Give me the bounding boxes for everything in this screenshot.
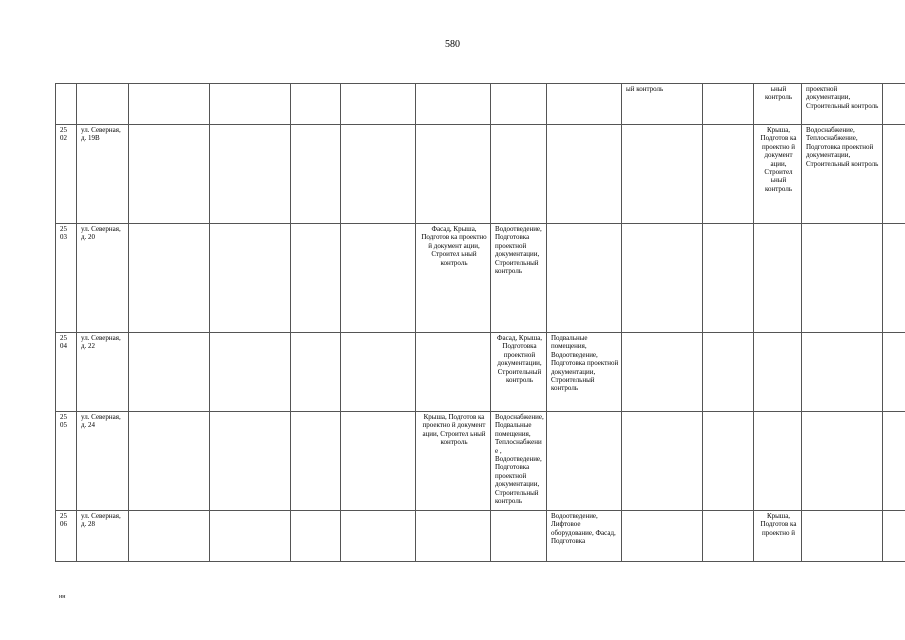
empty-cell <box>341 84 416 125</box>
empty-cell <box>341 224 416 333</box>
empty-cell <box>210 84 291 125</box>
works-cell <box>622 224 703 333</box>
works-cell <box>802 511 883 562</box>
works-cell <box>703 333 754 412</box>
empty-cell <box>291 511 341 562</box>
works-cell <box>622 412 703 511</box>
empty-cell <box>291 84 341 125</box>
works-cell <box>491 125 547 224</box>
empty-cell <box>210 412 291 511</box>
works-cell: ьный контроль <box>754 84 802 125</box>
works-cell: Водоснабжение, Подвальные помещения, Теплоснабжение , Водоотведение, Подготовка проектной документации, Строительный контроль <box>491 412 547 511</box>
works-cell <box>754 333 802 412</box>
table-row <box>56 84 905 125</box>
works-cell <box>703 224 754 333</box>
empty-cell <box>129 511 210 562</box>
works-cell: Водоотведение, Подготовка проектной документации, Строительный контроль <box>491 224 547 333</box>
works-cell <box>622 125 703 224</box>
empty-cell <box>341 511 416 562</box>
table-row <box>56 224 905 333</box>
works-cell: Фасад, Крыша, Подготов ка проектно й документ ации, Строител ьный контроль <box>416 224 491 333</box>
address-cell: ул. Северная, д. 19В <box>77 125 129 224</box>
works-cell <box>703 511 754 562</box>
row-number-cell: 25 05 <box>56 412 77 511</box>
row-number-cell: 25 03 <box>56 224 77 333</box>
empty-cell <box>210 333 291 412</box>
works-cell <box>754 412 802 511</box>
row-number-cell: 25 04 <box>56 333 77 412</box>
row-number-cell <box>56 84 77 125</box>
works-cell <box>622 333 703 412</box>
works-cell <box>547 125 622 224</box>
works-cell <box>802 224 883 333</box>
empty-cell <box>129 224 210 333</box>
works-cell: Водоснабжение, Теплоснабжение, Подготовка проектной документации, Строительный контроль <box>802 125 883 224</box>
works-cell <box>883 511 905 562</box>
works-cell <box>883 412 905 511</box>
address-cell <box>77 84 129 125</box>
empty-cell <box>129 125 210 224</box>
empty-cell <box>291 333 341 412</box>
works-cell <box>416 511 491 562</box>
works-cell <box>547 224 622 333</box>
empty-cell <box>291 412 341 511</box>
table-row <box>56 511 905 562</box>
empty-cell <box>210 511 291 562</box>
address-cell: ул. Северная, д. 24 <box>77 412 129 511</box>
works-cell <box>547 412 622 511</box>
works-cell: Крыша, Подготов ка проектно й <box>754 511 802 562</box>
works-cell <box>416 84 491 125</box>
table-row <box>56 412 905 511</box>
works-cell <box>622 511 703 562</box>
works-cell <box>703 84 754 125</box>
works-cell <box>547 84 622 125</box>
empty-cell <box>129 412 210 511</box>
row-number-cell: 25 06 <box>56 511 77 562</box>
works-cell <box>883 333 905 412</box>
works-cell <box>491 511 547 562</box>
empty-cell <box>129 84 210 125</box>
table-row <box>56 333 905 412</box>
row-number-cell: 25 02 <box>56 125 77 224</box>
empty-cell <box>341 333 416 412</box>
works-cell <box>754 224 802 333</box>
works-cell: Фасад, Крыша, Подготовка проектной документации, Строительный контроль <box>491 333 547 412</box>
address-cell: ул. Северная, д. 28 <box>77 511 129 562</box>
works-cell: ый контроль <box>622 84 703 125</box>
works-cell <box>883 84 905 125</box>
works-cell <box>491 84 547 125</box>
works-cell: Водоотведение, Лифтовое оборудование, Фасад, Подготовка <box>547 511 622 562</box>
works-cell <box>883 125 905 224</box>
works-cell <box>703 125 754 224</box>
empty-cell <box>129 333 210 412</box>
empty-cell <box>341 125 416 224</box>
works-cell <box>703 412 754 511</box>
page-number: 580 <box>445 39 460 50</box>
works-cell <box>416 333 491 412</box>
works-cell <box>416 125 491 224</box>
empty-cell <box>291 224 341 333</box>
works-cell: проектной документации, Строительный контроль <box>802 84 883 125</box>
address-cell: ул. Северная, д. 20 <box>77 224 129 333</box>
works-cell <box>802 333 883 412</box>
footer-mark: нн <box>59 594 66 600</box>
works-cell <box>883 224 905 333</box>
works-cell: Крыша, Подготов ка проектно й документ ации, Строител ьный контроль <box>416 412 491 511</box>
works-cell: Крыша, Подготов ка проектно й документ ации, Строител ьный контроль <box>754 125 802 224</box>
address-cell: ул. Северная, д. 22 <box>77 333 129 412</box>
empty-cell <box>291 125 341 224</box>
table-row <box>56 125 905 224</box>
works-cell: Подвальные помещения, Водоотведение, Подготовка проектной документации, Строительный контроль <box>547 333 622 412</box>
works-cell <box>802 412 883 511</box>
empty-cell <box>210 125 291 224</box>
empty-cell <box>210 224 291 333</box>
empty-cell <box>341 412 416 511</box>
repair-plan-table <box>55 83 905 562</box>
